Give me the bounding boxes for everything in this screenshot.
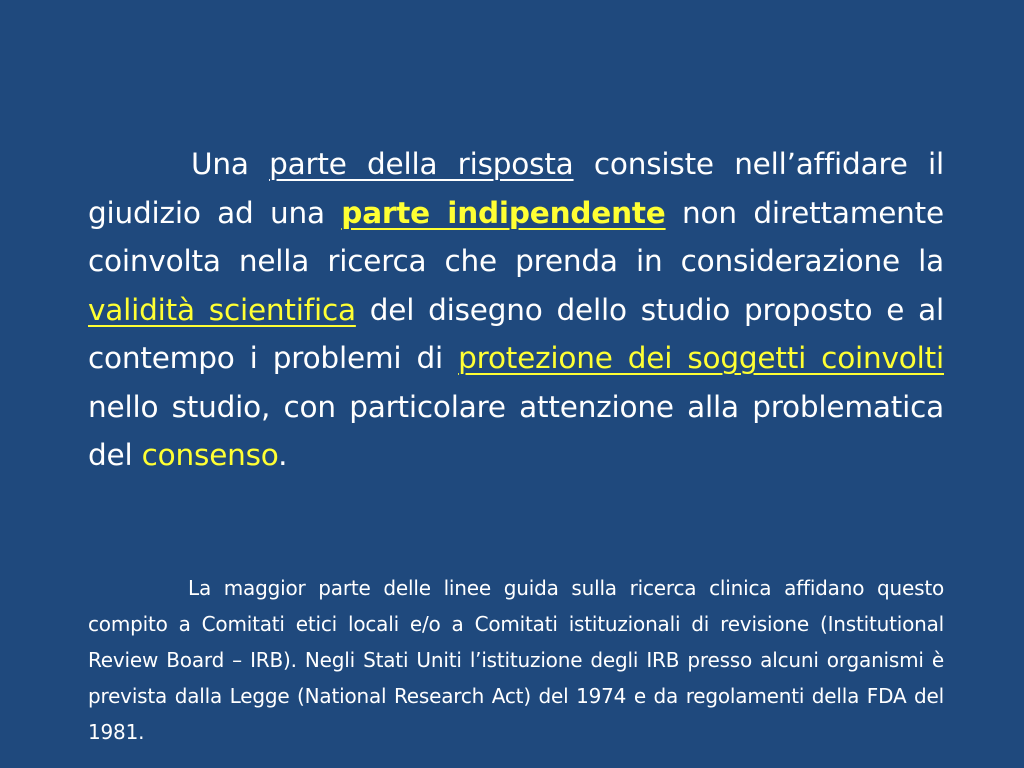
parte-indipendente-text: parte indipendente xyxy=(341,195,666,230)
main-text-2: consiste nell’affidare il giudizio ad una xyxy=(88,147,944,230)
main-text-1: Una xyxy=(191,147,270,181)
main-paragraph xyxy=(88,140,944,480)
main-text-3: non direttamente coinvolta nella ricerca che prenda in considerazione la xyxy=(88,195,944,278)
main-text-6: . xyxy=(278,438,288,472)
secondary-paragraph: La maggior parte delle linee guida sulla ricerca clinica affidano questo compito a Comitati etici locali e/o a Comitati istituzionali di revisione (Institutional Review Board – IRB). Negli Stati Uniti l’istituzione degli IRB presso alcuni organismi è prevista dalla Legge (National Research Act) del 1974 e da regolamenti della FDA del 1981. xyxy=(88,576,944,744)
validita-scientifica-text: validità scientifica xyxy=(88,292,356,327)
main-text-5: nello studio, con particolare attenzione alla problematica del xyxy=(88,389,944,472)
main-text-4: del disegno dello studio proposto e al contempo i problemi di xyxy=(88,292,944,375)
parte-della-risposta-text: parte della risposta xyxy=(269,147,574,181)
consenso-text: consenso xyxy=(141,438,279,472)
protezione-soggetti-text: protezione dei soggetti coinvolti xyxy=(458,341,945,375)
